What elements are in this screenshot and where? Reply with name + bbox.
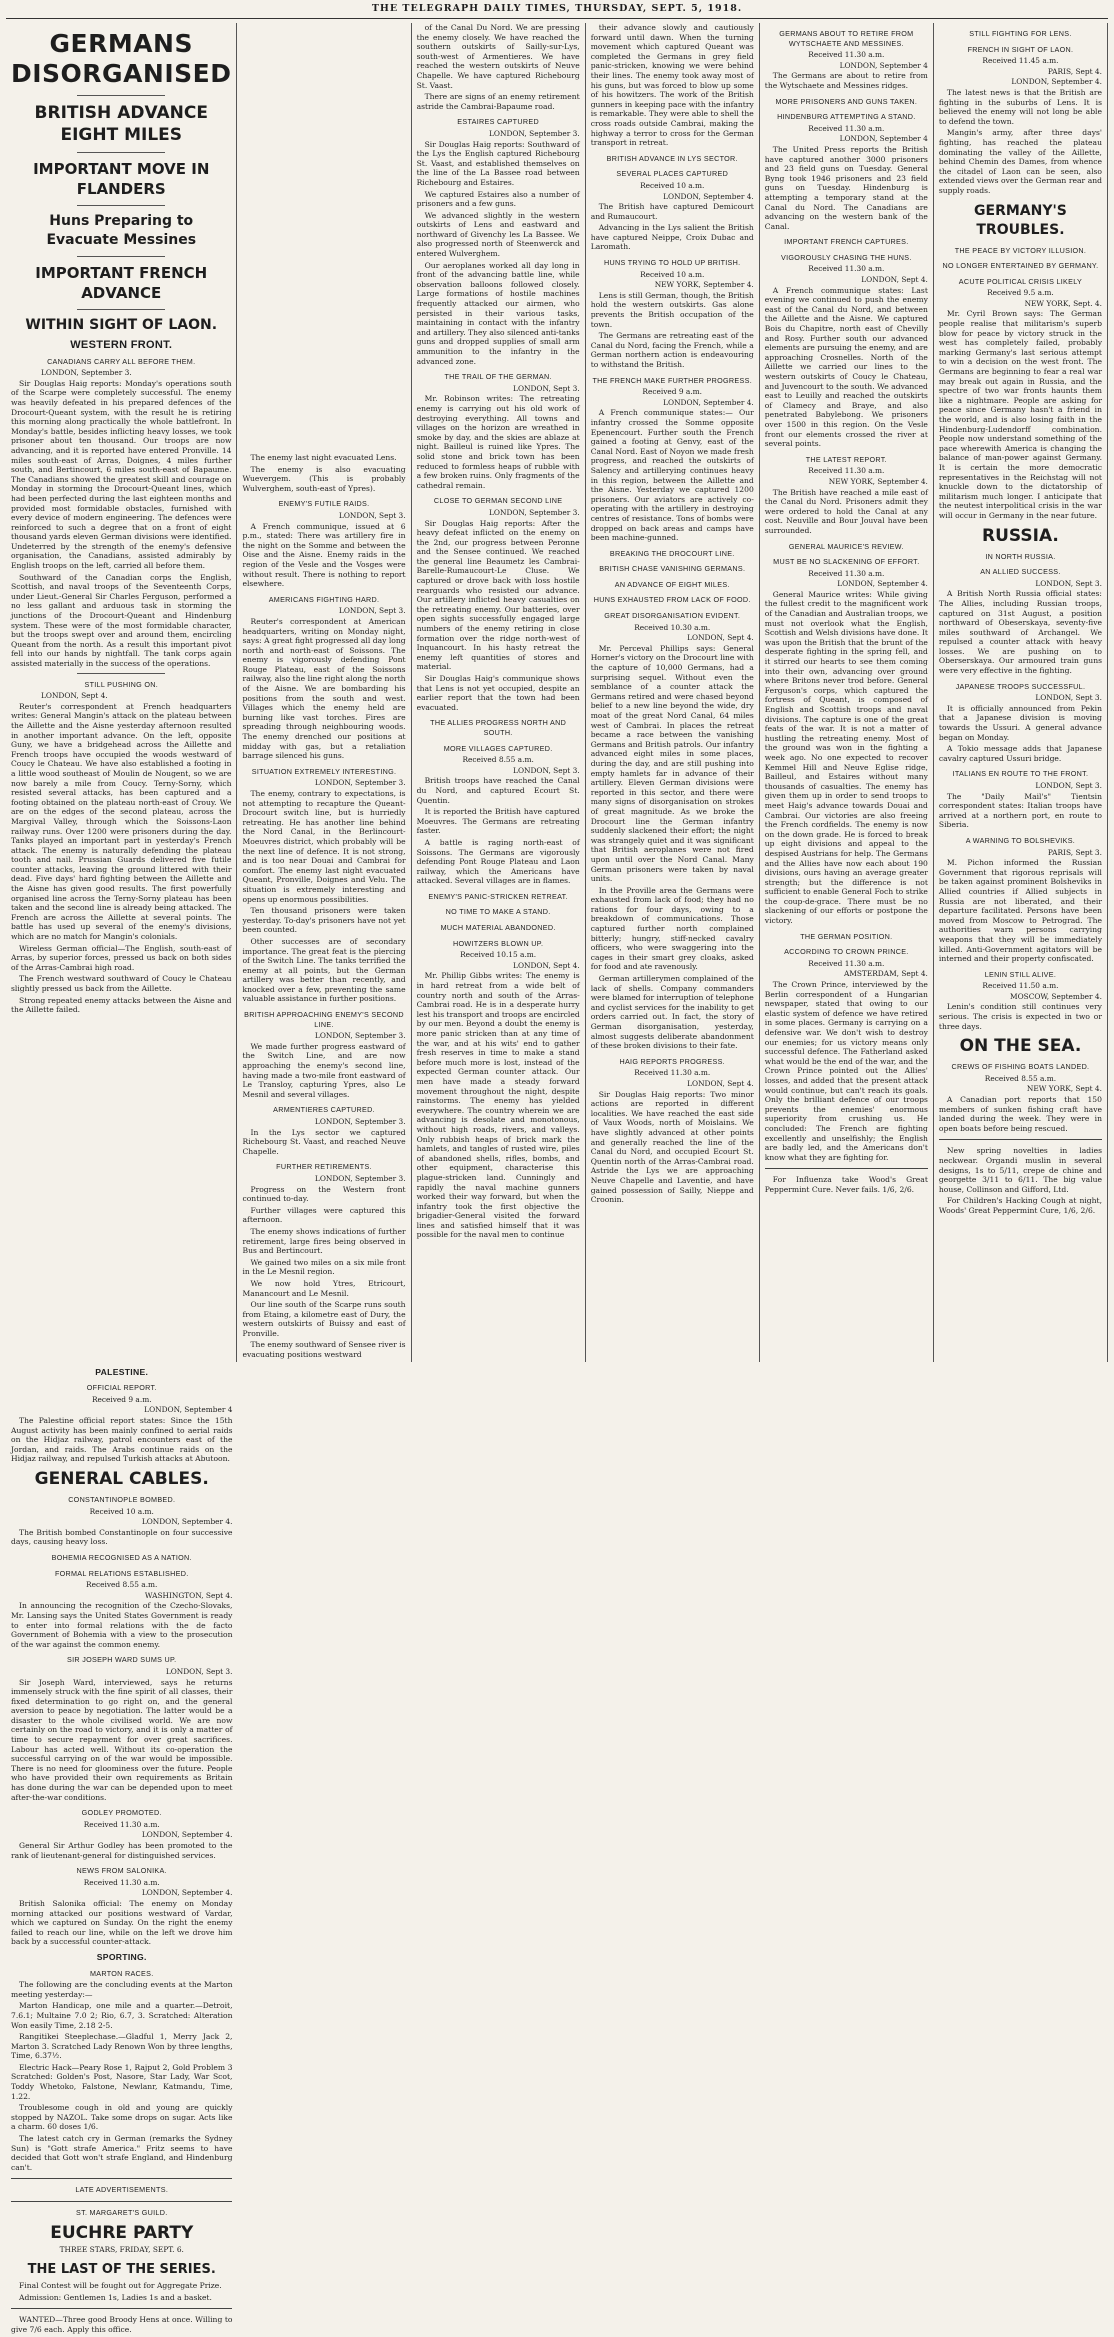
- dateline: Received 10 a.m.: [89, 1506, 154, 1516]
- article-text: It is officially announced from Pekin that a Japanese division is moving towards the Ussuri. A general advance began on Monday.: [938, 703, 1102, 742]
- article-text: of the Canal Du Nord. We are pressing the enemy closely. We have reached the southern outskirts of Sailly-sur-Lys, south-west of Armentieres. We have reached the western outskirts of Neuve Chapelle. We have captured Richebourg St. Vaast.: [416, 23, 580, 90]
- article-text: We advanced slightly in the western outskirts of Lens and eastward and northward of Givenchy les La Bassee. We also progressed north of Steenwerck and entered Wulverghem.: [416, 210, 580, 259]
- article-text: We captured Estaires also a number of prisoners and a few guns.: [416, 189, 580, 209]
- article-headline: ITALIANS EN ROUTE TO THE FRONT.: [952, 769, 1089, 779]
- article-subheadline: CONSTANTINOPLE BOMBED.: [68, 1495, 176, 1504]
- article-text: Wireless German official—The English, south-east of Arras, by superior forces, pressed us back on both sides of the Arras-Cambrai high road.: [11, 943, 232, 972]
- article-text: A battle is raging north-east of Soissons. The Germans are vigorously defending Pont Rouge Plateau and Laon railway, which the Americans have attacked. Several villages are in flames.: [416, 837, 580, 886]
- article-subheadline: MUST BE NO SLACKENING OF EFFORT.: [773, 557, 920, 567]
- dateline: Received 11.30 a.m.: [808, 264, 885, 274]
- dateline: LONDON, September 4.: [663, 191, 754, 201]
- article-subheadline: SEVERAL PLACES CAPTURED: [616, 169, 729, 179]
- article-headline: GERMANS ABOUT TO RETIRE FROM WYTSCHAETE AND MESSINES.: [779, 29, 914, 48]
- article-subheadline: ACUTE POLITICAL CRISIS LIKELY: [958, 276, 1083, 286]
- dateline: Received 11.30 a.m.: [808, 958, 885, 968]
- article-text: Reuter's correspondent at American headquarters, writing on Monday night, says: A great fight progressed all day long north and north-east of Soissons. The enemy is vigorously defending Pont Rouge Plateau, east of the Soissons railway, also the line right along the north of the Aisne. We are bombarding his positions from the south and west. Villages which the enemy held are burning like vast torches. Fires are spreading through neighbouring woods. The enemy drenched our positions at midday with gas, but a retaliation barrage silenced his guns.: [242, 616, 406, 761]
- article-text: The British bombed Constantinople on four successive days, causing heavy loss.: [11, 1527, 233, 1547]
- dateline: LONDON, September 4.: [141, 1517, 233, 1527]
- column-3: [412, 23, 586, 1362]
- separator: [765, 1168, 928, 1169]
- article-text: Electric Hack—Peary Rose 1, Rajput 2, Gold Problem 3 Scratched: Golden's Post, Nasore, Star Lady, War Scot, Toddy Whetoko, Falstone, Newlanr, Katmandu, Time, 1.22.: [11, 2062, 233, 2101]
- article-headline: ESTAIRES CAPTURED: [457, 117, 539, 127]
- article-subheadline: OFFICIAL REPORT.: [86, 1383, 157, 1393]
- dateline: Received 11.30 a.m.: [808, 568, 885, 578]
- article-text: Strong repeated enemy attacks between the Aisne and the Aillette failed.: [11, 995, 232, 1015]
- article-subheadline: NO LONGER ENTERTAINED BY GERMANY.: [942, 261, 1099, 271]
- article-text: The British have captured Demicourt and Rumaucourt.: [590, 202, 754, 221]
- article-headline: STILL FIGHTING FOR LENS.: [969, 29, 1072, 38]
- dateline: AMSTERDAM, Sept 4.: [843, 969, 928, 979]
- article-headline: LENIN STILL ALIVE.: [984, 969, 1057, 979]
- dateline: LONDON, Sept 3.: [1035, 578, 1102, 588]
- dateline: LONDON, Sept 4.: [687, 633, 754, 643]
- article-headline: THE FRENCH MAKE FURTHER PROGRESS.: [592, 375, 752, 385]
- article-headline: RUSSIA.: [982, 525, 1059, 546]
- separator: [77, 256, 165, 257]
- article-text: British troops have reached the Canal du Nord, and captured Ecourt St. Quentin.: [416, 776, 580, 805]
- advertisement-text: Troublesome cough in old and young are quickly stopped by NAZOL. Take some drops on sugar. Acts like a charm. 60 doses 1/6.: [11, 2103, 233, 2132]
- article-headline: GENERAL CABLES.: [34, 1469, 209, 1489]
- article-text: their advance slowly and cautiously forward until dawn. When the turning movement which captured Queant was completed the Germans in grey field panic-stricken, knowing we were behind their lines. The enemy took away most of his guns, but was forced to blow up some of his howitzers. The work of the British gunners in keeping pace with the infantry is remarkable. They were able to shell the cross roads outside Cambrai, making the highway a terror to cross for the German transport in retreat.: [590, 23, 754, 148]
- article-headline: GODLEY PROMOTED.: [81, 1808, 162, 1818]
- separator: [77, 205, 165, 206]
- article-subheadline: GREAT DISORGANISATION EVIDENT.: [604, 611, 741, 621]
- article-headline: NEWS FROM SALONIKA.: [76, 1866, 167, 1876]
- article-headline: ON THE SEA.: [959, 1036, 1082, 1057]
- advertisement-headline: THE LAST OF THE SERIES.: [27, 2262, 216, 2278]
- dateline: LONDON, September 4: [839, 134, 928, 144]
- dateline: Received 9 a.m.: [642, 387, 703, 397]
- article-text: Sir Douglas Haig reports: Monday's operations south of the Scarpe were completely successful. The enemy was heavily defeated in his prepared defences of the Drocourt-Queant system, with the result he is retiring this morning along practically the whole battlefront. In Monday's battle, besides inflicting heavy losses, we took prisoner about ten thousand. Our troops are now advancing, and it is reported have entered Pronville. 14 miles south-east of Arras, Doignes, 4 miles further south, and Bertincourt, 6 miles south-east of Bapaume. The Canadians showed the greatest skill and courage on Monday in storming the Drocourt-Queant lines, which had been perfected during the last eighteen months and provided most formidable obstacles, furnished with every device of modern engineering. The defences were reinforced to such a degree that on a front of eight thousand yards eleven German divisions were identified. Undeterred by the strength of the enemy's defensive organisation, the Canadians, assisted admirably by English troops on the left, carried all before them.: [11, 378, 232, 571]
- article-text: The Germans are about to retire from the Wytschaete and Messines ridges.: [764, 71, 928, 90]
- dateline: NEW YORK, September 4.: [654, 280, 754, 290]
- column-2: [237, 23, 411, 1362]
- article-subheadline: MUCH MATERIAL ABANDONED.: [440, 923, 556, 933]
- dateline: LONDON, September 3.: [41, 368, 132, 378]
- dateline: LONDON, Sept 3.: [338, 606, 406, 616]
- advertisement-text: Final Contest will be fought out for Aggregate Prize.: [19, 2281, 222, 2291]
- article-text: Marton Handicap, one mile and a quarter.—Detroit, 7.6.1; Multaine 7.0 2; Rio, 6.7, 3. Scratched: Alteration Won easily Time, 2.18 2-5.: [11, 2001, 233, 2030]
- article-headline: GERMANY'S TROUBLES.: [974, 202, 1067, 238]
- article-text: Mr. Perceval Phillips says: General Horner's victory on the Drocourt line with the capture of 10,000 Germans, had a surprising sequel. Without even the semblance of a counter attack the Germans retired and were chased beyond belief to a new line beyond the wide, dry moat of the great Nord Canal, 64 miles west of Cambrai. In places the retreat became a race between the vanishing Germans and British patrols. Our infantry advanced eight miles in some places, during the day, and are still pushing into empty hamlets far in advance of their artillery. Eleven German divisions were reported in this sector, and there were many signs of disorganisation on strokes of great magnitude. As we broke the Drocourt line the German infantry suddenly slackened their effort; the night was strangely quiet and it was significant that British aeroplanes were not fired upon until over the Nord Canal. Many German prisoners were taken by naval units.: [590, 643, 754, 884]
- dateline: LONDON, September 3.: [314, 1031, 406, 1041]
- banner-headline-4: Huns Preparing to Evacuate Messines: [46, 213, 197, 248]
- article-text: Reuter's correspondent at French headquarters writes: General Mangin's attack on the plateau between the Aillette and the Aisne yesterday afternoon resulted in another important advance. On the left, opposite Guny, we have a bridgehead across the Aillette and French troops have occupied the woods westward of Coucy le Chateau. We have also established a footing in a little wood southeast of Moulin de Nougent, so we are now barely a mile from Coucy. Terny-Sorny, which resisted several attacks, has been captured and a footing obtained on the plateau north-east of Crouy. We are on the edges of the second plateau, across the Margival Valley, through which the Soissons-Laon railway runs. Over 1200 were prisoners during the day. Tanks played an important part in yesterday's French attack. The enemy is naturally defending the plateau tooth and nail. Prussian Guards delivered five futile counter attacks, leaving the ground littered with their dead. Five days' hard fighting between the Aillette and the Aisne has given good results. The first powerfully organised line across the Terny-Sorny plateau has been taken and the second line is already being attacked. The French are across the Aillette at several points. The battle has used up several of the enemy's divisions, which are no match for Mangin's colonials.: [11, 701, 232, 942]
- article-headline: SPORTING.: [96, 1951, 147, 1962]
- article-text: The latest catch cry in German (remarks the Sydney Sun) is "Gott strafe America." Fritz seems to have decided that Gott won't strafe England, and Hindenburg can't.: [11, 2134, 233, 2172]
- dateline: LONDON, Sept 4.: [513, 960, 580, 970]
- banner-headline-3: IMPORTANT MOVE IN FLANDERS: [33, 160, 210, 198]
- dateline: Received 11.30 a.m.: [808, 123, 885, 133]
- article-text: The British have reached a mile east of the Canal du Nord. Prisoners admit they were ordered to hold the Canal at any cost. Neuville and Bour Jouval have been surrounded.: [764, 487, 928, 535]
- article-subheadline: CREWS OF FISHING BOATS LANDED.: [951, 1062, 1090, 1072]
- article-subheadline: MORE VILLAGES CAPTURED.: [443, 743, 553, 753]
- dateline: LONDON, Sept 3.: [513, 383, 580, 393]
- article-subheadline: FRENCH IN SIGHT OF LAON.: [967, 44, 1074, 54]
- article-text: In the Proville area the Germans were exhausted from lack of food; they had no rations for four days, owing to a breakdown of communications. Those captured further north complained bitterly; hungry, stiff-necked cavalry officers, who were swaggering into the cages in their smart grey cloaks, asked for food and ate ravenously.: [590, 885, 754, 972]
- article-subheadline: THE PEACE BY VICTORY ILLUSION.: [954, 245, 1087, 255]
- dateline: LONDON, September 3.: [314, 778, 406, 788]
- article-text: The enemy southward of Sensee river is evacuating positions westward: [242, 1340, 406, 1360]
- article-text: Mr. Robinson writes: The retreating enemy is carrying out his old work of destroying everything. All towns and villages on the horizon are wreathed in smoke by day, and the skies are ablaze at night. Bailleul is ruined like Ypres. The solid stone and brick town has been reduced to formless heaps of rubble with a few broken ruins. Only fragments of the cathedral remain.: [416, 394, 580, 490]
- article-text: Sir Douglas Haig reports: Two minor actions are reported in different localities. We have reached the east side of Vaux Woods, north of Moislains. We have slightly advanced at other points and generally reached the line of the Canal du Nord, and occupied Ecourt St. Quentin north of the Arras-Cambrai road. Astride the Lys we are approaching Neuve Chapelle and Laventie, and have gained possession of Sailly, Nieppe and Croonin.: [590, 1089, 754, 1205]
- article-text: We now hold Ytres, Etricourt, Manancourt and Le Mesnil.: [242, 1278, 406, 1298]
- article-headline: WESTERN FRONT.: [70, 339, 173, 351]
- article-headline: ENEMY'S PANIC-STRICKEN RETREAT.: [428, 891, 568, 901]
- dateline: Received 11.30 a.m.: [634, 1068, 711, 1078]
- dateline: LONDON, September 3.: [489, 128, 580, 138]
- article-subheadline: BRITISH CHASE VANISHING GERMANS.: [599, 564, 746, 574]
- advertisement-headline: EUCHRE PARTY: [50, 2222, 194, 2243]
- article-text: The "Daily Mail's" Tientsin correspondent states: Italian troops have arrived at a northern port, en route to Siberia.: [938, 791, 1102, 830]
- dateline: Received 11.30 a.m.: [83, 1877, 160, 1887]
- banner-headline-6: WITHIN SIGHT OF LAON.: [25, 317, 218, 333]
- article-text: Sir Douglas Haig's communique shows that Lens is not yet occupied, despite an earlier report that the town had been evacuated.: [416, 674, 580, 712]
- article-text: Mr. Cyril Brown says: The German people realise that militarism's superb blow for peace by victory struck in the west has completely failed, probably marking Germany's last serious attempt to win a decision on the west front. The Germans are beginning to fear a real war may break out again in Russia, and the spectre of two war fronts haunts them like a nightmare. People are asking for peace since Germany hasn't a friend in the world, and is also losing faith in the Hindenburg-Ludendorff combination. People now understand something of the pace wherewith America is changing the balance of man-power against Germany. It is certain the more democratic representatives in the Reichstag will not knuckle down to the dictatorship of militarism much longer. I anticipate that the neutest interpolitical crisis in the war will occur in Germany in the near future.: [938, 309, 1102, 520]
- article-headline: BRITISH APPROACHING ENEMY'S SECOND LINE.: [244, 1010, 404, 1029]
- advertisement-text: Admission: Gentlemen 1s, Ladies 1s and a basket.: [19, 2292, 212, 2302]
- article-subheadline: MARTON RACES.: [89, 1968, 154, 1978]
- article-headline: GENERAL MAURICE'S REVIEW.: [788, 541, 904, 551]
- article-headline: HUNS TRYING TO HOLD UP BRITISH.: [604, 258, 741, 268]
- article-subheadline: AN ADVANCE OF EIGHT MILES.: [614, 579, 730, 589]
- article-headline: HAIG REPORTS PROGRESS.: [619, 1056, 725, 1066]
- article-text: Other successes are of secondary importance. The great feat is the piercing of the Switch Line. The tanks terrified the enemy at all points, but the German artillery was better than recently, and knocked over a few, preventing the same valuable assistance in further positions.: [242, 936, 406, 1004]
- article-subheadline: HINDENBURG ATTEMPTING A STAND.: [777, 112, 916, 122]
- column-7: [6, 1362, 237, 2337]
- article-headline: STILL PUSHING ON.: [84, 679, 158, 689]
- dateline: LONDON, September 3.: [489, 507, 580, 517]
- article-text: Sir Joseph Ward, interviewed, says he returns immensely struck with the fine spirit of all classes, their fixed determination to go right on, and the general aversion to peace by negotiation. The latter would be a disaster to the whole civilised world. We are now certainly on the road to victory, and it is only a matter of time to secure repayment for over great sacrifices. Labour has acted well. Without its co-operation the successful carrying on of the war would be impossible. There is no need for gloominess over the future. People who have provided their own requirements as Britain has done during the war can be depended upon to meet after-the-war conditions.: [11, 1677, 233, 1802]
- separator: [939, 1139, 1102, 1140]
- article-text: Our line south of the Scarpe runs south from Etaing, a kilometre east of Dury, the western outskirts of Buissy and east of Pronville.: [242, 1300, 406, 1338]
- article-text: The enemy last night evacuated Lens.: [250, 453, 397, 462]
- article-subheadline: IN NORTH RUSSIA.: [985, 551, 1056, 561]
- article-text: The United Press reports the British have captured another 3000 prisoners and 23 field guns on Tuesday. General Byng took 1946 prisoners and 23 field guns on Tuesday. Hindenburg is attempting a temporary stand at the Canal du Nord. The Canadians are advancing on the western bank of the Canal.: [764, 144, 928, 231]
- banner-headline-2: BRITISH ADVANCE EIGHT MILES: [34, 103, 208, 145]
- dateline: NEW YORK, Sept. 4.: [1024, 298, 1102, 308]
- article-headline: CLOSE TO GERMAN SECOND LINE: [433, 496, 563, 506]
- article-text: A British North Russia official states: The Allies, including Russian troops, captured on 31st August, a position northward of Obeserskaya, seventy-five miles southward of Archangel. We repulsed a counter attack with heavy losses. We are pushing on to Oberserskaya. Our armoured train guns were very effective in the fighting.: [938, 589, 1102, 676]
- dateline: Received 11.50 a.m.: [982, 981, 1059, 991]
- dateline: Received 9 a.m.: [91, 1394, 152, 1404]
- article-text: In announcing the recognition of the Czecho-Slovaks, Mr. Lansing says the United States Government is ready to enter into formal relations with the de facto Government of Bohemia with a view to the prosecution of the war against the common enemy.: [11, 1601, 233, 1649]
- dateline: Received 8.55 a.m.: [984, 1073, 1057, 1083]
- column-6: [934, 23, 1108, 1362]
- article-text: Sir Douglas Haig reports: After the heavy defeat inflicted on the enemy on the 2nd, our progress between Peronne and the Sensee continued. We reached the general line Beaumetz les Cambrai-Barelle-Rumaucourt-Le Cluse. We captured or drove back with loss hostile rearguards who resisted our advance. Our artillery inflicted heavy casualties on the retreating enemy. Our batteries, over open sights successfully engaged large numbers of the enemy retiring in close formation over the ridge north-west of Inquancourt. In his hasty retreat the enemy left quantities of stores and material.: [416, 518, 580, 672]
- article-text: Advancing in the Lys salient the British have captured Neippe, Croix Dubac and Laromath.: [590, 223, 754, 252]
- separator: [11, 2178, 232, 2179]
- advertisement-text: For Influenza take Wood's Great Peppermint Cure. Never fails. 1/6, 2/6.: [764, 1175, 928, 1194]
- advertisement-text: New spring novelties in ladies neckwear. Organdi muslin in several designs, 1s to 5/11, crepe de chine and georgette 3/11 to 6/11. The big value house, Collinson and Gifford, Ltd.: [938, 1146, 1102, 1194]
- article-text: Ten thousand prisoners were taken yesterday. To-day's prisoners have not yet been counted.: [242, 906, 406, 935]
- article-text: The Germans are retreating east of the Canal du Nord, facing the French, while a German northern action is endeavouring to withstand the British.: [590, 331, 754, 369]
- article-subheadline: FORMAL RELATIONS ESTABLISHED.: [54, 1568, 189, 1578]
- article-text: In the Lys sector we captured Richebourg St. Vaast, and reached Neuve Chapelle.: [242, 1127, 406, 1156]
- dateline: NEW YORK, September 4.: [828, 476, 928, 486]
- banner-spill-space: [242, 23, 405, 453]
- separator: [77, 673, 165, 674]
- dateline: LONDON, Sept 3.: [1035, 781, 1102, 790]
- article-subheadline: ACCORDING TO CROWN PRINCE.: [784, 947, 909, 957]
- article-text: Further villages were captured this afternoon.: [242, 1205, 406, 1225]
- article-subheadline: VIGOROUSLY CHASING THE HUNS.: [781, 252, 912, 262]
- column-1: [6, 23, 237, 1362]
- dateline: MOSCOW, September 4.: [1010, 991, 1102, 1001]
- separator: [77, 152, 165, 153]
- article-headline: SIR JOSEPH WARD SUMS UP.: [67, 1655, 177, 1665]
- dateline: Received 8.55 a.m.: [462, 755, 534, 765]
- dateline: Received 11.30 a.m.: [83, 1819, 160, 1829]
- advertisement-headline: ST. MARGARET'S GUILD.: [75, 2208, 168, 2217]
- article-text: We gained two miles on a six mile front in the Le Mesnil region.: [242, 1257, 406, 1277]
- advertisement-text: THREE STARS, FRIDAY, SEPT. 6.: [59, 2244, 184, 2254]
- article-headline: THE GERMAN POSITION.: [800, 931, 893, 941]
- dateline: LONDON, September 4: [839, 60, 928, 70]
- dateline: LONDON, September 4.: [141, 1830, 233, 1840]
- dateline: Received 11.30 a.m.: [808, 466, 885, 476]
- article-headline: ENEMY'S FUTILE RAIDS.: [278, 499, 370, 509]
- article-text: The enemy is also evacuating Wuevergem. (This is probably Wulverghem, south-east of Ypres).: [242, 464, 406, 493]
- article-text: We made further progress eastward of the Switch Line, and are now approaching the enemy's second line, having made a two-mile front eastward of Le Transloy, capturing Ypres, also Le Mesnil and several villages.: [242, 1041, 406, 1099]
- dateline: Received 8.55 a.m.: [86, 1580, 158, 1590]
- article-subheadline: HOWITZERS BLOWN UP.: [453, 938, 544, 948]
- article-text: General Sir Arthur Godley has been promoted to the rank of lieutenant-general for distinguished services.: [11, 1841, 233, 1860]
- separator: [11, 2308, 232, 2309]
- dateline: Received 10 a.m.: [640, 269, 705, 279]
- dateline: Received 11.30 a.m.: [808, 50, 885, 60]
- separator: [77, 309, 165, 310]
- separator: [77, 95, 165, 96]
- article-headline: ARMENTIERES CAPTURED.: [273, 1105, 375, 1115]
- article-text: Southward of the Canadian corps the English, Scottish, and naval troops of the Seventeenth Corps, under Lieut.-General Sir Charles Ferguson, performed a no less gallant and arduous task in storming the junctions of the Drocourt-Queant and Hindenburg system. These were of the most formidable character, but the troops swept over and around them, encircling Queant from the north. As a result this important pivot fell into our hands by nightfall. The tank corps again assisted materially in the success of the operations.: [11, 572, 232, 668]
- dateline: LONDON, Sept 3.: [513, 765, 580, 775]
- article-headline: A WARNING TO BOLSHEVIKS.: [965, 835, 1076, 845]
- dateline: LONDON, Sept 3.: [338, 510, 406, 520]
- dateline: LONDON, Sept 4.: [687, 1078, 754, 1088]
- column-5: [760, 23, 934, 1362]
- article-headline: THE TRAIL OF THE GERMAN.: [444, 372, 552, 382]
- article-headline: PALESTINE.: [95, 1366, 149, 1377]
- separator: [11, 2201, 232, 2202]
- columns: [6, 23, 1108, 2334]
- advertisement-text: WANTED—Three good Broody Hens at once. Willing to give 7/6 each. Apply this office.: [11, 2315, 233, 2334]
- dateline: WASHINGTON, Sept 4.: [144, 1590, 233, 1600]
- banner-headline-1: GERMANS DISORGANISED: [11, 29, 232, 88]
- dateline: LONDON, September 4.: [141, 1888, 233, 1898]
- dateline: Received 11.45 a.m.: [982, 56, 1059, 66]
- article-headline: BREAKING THE DROCOURT LINE.: [609, 548, 735, 558]
- dateline: LONDON, September 3.: [314, 1173, 406, 1183]
- article-text: A French communique, issued at 6 p.m., stated: There was artillery fire in the night on the Somme and between the Oise and the Aisne. Enemy raids in the region of the Vesle and the Vosges were without result. There is nothing to report elsewhere.: [242, 521, 406, 589]
- dateline: LONDON, September 4.: [663, 397, 754, 407]
- article-headline: AMERICANS FIGHTING HARD.: [268, 594, 380, 604]
- dateline: LONDON, Sept 4.: [861, 275, 928, 285]
- article-headline: JAPANESE TROOPS SUCCESSFUL.: [955, 681, 1086, 691]
- article-text: German artillerymen complained of the lack of shells. Company commanders were blamed for interruption of telephone and cyclist services for the inability to get orders carried out. In fact, the story of German disorganisation, yesterday, almost suggests deliberate abandonment of these broken divisions to their fate.: [590, 974, 754, 1051]
- dateline: LONDON, Sept 3.: [165, 1666, 233, 1676]
- article-text: A French communique states:— Our infantry crossed the Somme opposite Epenencourt. Further south the French gained a footing at Genvy, east of the Canal Nord. East of Noyon we made fresh progress, and reached the outskirts of Salency and artillerying continues heavy in this region, between the Aillette and the Aisne. Yesterday we captured 1200 prisoners. Our aviators are actively co-operating with the artillery in destroying centres of resistance. Tons of bombs were dropped on back areas and camps have been machine-gunned.: [590, 408, 754, 543]
- article-subheadline: AN ALLIED SUCCESS.: [980, 567, 1061, 577]
- article-text: Lenin's condition still continues very serious. The crisis is expected in two or three days.: [938, 1002, 1102, 1031]
- column-4: [586, 23, 760, 1362]
- dateline: Received 10 a.m.: [640, 180, 705, 190]
- article-subheadline: CANADIANS CARRY ALL BEFORE THEM.: [47, 356, 196, 366]
- article-text: There are signs of an enemy retirement astride the Cambrai-Bapaume road.: [416, 92, 580, 111]
- article-text: The latest news is that the British are fighting in the suburbs of Lens. It is believed the enemy will not long be able to defend the town.: [938, 87, 1102, 126]
- dateline: LONDON, Sept 4.: [41, 691, 108, 701]
- article-text: Our aeroplanes worked all day long in front of the advancing battle line, while observation balloons followed closely. Large formations of hostile machines frequently attacked our airmen, who persisted in their various tasks, maintaining in contact with the infantry and artillery. They also silenced anti-tanks guns and dropped supplies of small arm ammunition to the infantry in the advanced zone.: [416, 260, 580, 366]
- advertisement-text: For Children's Hacking Cough at night, Woods' Great Peppermint Cure, 1/6, 2/6.: [938, 1196, 1102, 1215]
- dateline: Received 10.15 a.m.: [460, 950, 537, 960]
- article-text: Progress on the Western front continued to-day.: [242, 1184, 406, 1204]
- article-text: British Salonika official: The enemy on Monday morning attacked our positions westward of Vardar, which we captured on Sunday. On the right the enemy failed to reach our line, while on the left we drove him back by a successful counter-attack.: [11, 1898, 233, 1947]
- article-text: The following are the concluding events at the Marton meeting yesterday:—: [11, 1980, 233, 1999]
- article-text: M. Pichon informed the Russian Government that rigorous reprisals will be taken against prominent Bolsheviks in Allied countries if Allied subjects in Russia are not liberated, and their departure facilitated. Persons have been moved from Moscow to Petrograd. The authorities warn persons carrying weapons that they will be immediately killed. Anti-Government agitators will be interned and their property confiscated.: [938, 858, 1102, 964]
- dateline: PARIS, Sept 4.: [1047, 66, 1102, 76]
- article-headline: BOHEMIA RECOGNISED AS A NATION.: [51, 1552, 192, 1562]
- article-subheadline: HUNS EXHAUSTED FROM LACK OF FOOD.: [593, 595, 751, 605]
- dateline: PARIS, Sept 3.: [1047, 847, 1102, 857]
- article-text: The Palestine official report states: Since the 15th August activity has been mainly confined to aerial raids on the Hidjaz railway, patrol encounters east of the Jordan, and raids. The Arabs continue raids on the Hidjaz railway, and repulsed Turkish attacks at Abutoon.: [11, 1416, 233, 1464]
- article-text: A Canadian port reports that 150 members of sunken fishing craft have landed during the week. They were in open boats before being rescued.: [938, 1095, 1102, 1133]
- article-text: Rangitikei Steeplechase.—Gladful 1, Merry Jack 2, Marton 3. Scratched Lady Renown Won by three lengths, Time, 6.37½.: [11, 2032, 233, 2061]
- section-headline: LATE ADVERTISEMENTS.: [75, 2185, 169, 2195]
- article-text: The enemy, contrary to expectations, is not attempting to recapture the Queant-Drocourt switch line, but is hurriedly retreating. He has another line behind the Nord Canal, in the Berlincourt-Moeuvres district, which probably will be the next line of defence. It is not strong, and is too near Douai and Cambrai for comfort. The enemy last night evacuated Queant, Pronville, Doignes and Velu. The situation is extremely interesting and opens up enormous possibilities.: [242, 789, 406, 904]
- article-headline: THE ALLIES PROGRESS NORTH AND SOUTH.: [430, 718, 567, 737]
- article-subheadline: NO TIME TO MAKE A STAND.: [445, 907, 551, 917]
- article-text: The Crown Prince, interviewed by the Berlin correspondent of a Hungarian newspaper, stated that owing to our elastic system of defence we have retired in some places. Germany is carrying on a defensive war. We don't wish to destroy our enemies; for us victory means only successful defence. The Fatherland asked what would be the end of the war, and the Crown Prince pointed out the Allies' losses, and added that the present attack would continue, but can't reach its goals. Only the brilliant defence of our troops prevents the enemies' enormous superiority from crushing us. He concluded: The French are fighting excellently and unselfishly; the English are badly led, and the Americans don't know what they are fighting for.: [764, 980, 928, 1162]
- dateline: LONDON, September 3.: [314, 1117, 406, 1126]
- dateline: LONDON, September 4.: [1011, 77, 1102, 87]
- banner-headline-5: IMPORTANT FRENCH ADVANCE: [35, 264, 208, 302]
- article-text: The French westward southward of Coucy le Chateau slightly pressed us back from the Aillette.: [11, 974, 232, 993]
- article-text: General Maurice writes: While giving the fullest credit to the magnificent work of the Canadian and Australian troops, we must not overlook what the English, Scottish and Welsh divisions have done. It was upon the British that the brunt of the desperate fighting in the spring fell, and it stirred our hearts to see them coming into their own, advancing over ground where Britons never trod before. General Ferguson's corps, which captured the fortress of Queant, is composed of English and Scottish troops and naval divisions. The capture is one of the great feats of the war. It is not a matter of hustling the retreating enemy. Most of the ground was won in the fighting a week ago. No one expected to recover Kemmel Hill and Neuve Eglise ridge, Bailleul, and Estaires without many thousands of casualties. The enemy has given them up in order to send troops to meet Haig's advance towards Douai and Cambrai. Our victories are also freeing the French cordfields. The enemy is now on the down grade. He is forced to break up eight divisions and appeal to the despised Austrians for help. The Germans and the Allies have now each about 190 divisions, ours having an average greater strength; but the difference is not sufficient to enable General Foch to strike the coup-de-grace. There must be no slackening of our efforts or postpone the victory.: [764, 589, 928, 926]
- article-text: Sir Douglas Haig reports: Southward of the Lys the English captured Richebourg St. Vaast, and established themselves on the line of the La Bassee road between Richebourg and Estaires.: [416, 139, 580, 187]
- article-headline: SITUATION EXTREMELY INTERESTING.: [251, 766, 397, 776]
- article-text: Lens is still German, though, the British hold the western outskirts. Gas alone prevents the British occupation of the town.: [590, 290, 754, 329]
- article-text: A French communique states: Last evening we continued to push the enemy east of the Canal du Nord, and between the Aillette and the Aisne. We captured Bois du Chapitre, north east of Chevilly and Rosy. Further south our advanced elements are pursuing the enemy, and are approaching Crosnelles. North of the Aillette we carried our lines to the western outskirts of Coucy le Chateau, and Juvencourt to the south. We advanced east to Leuilly and reached the outskirts of Clamecy and Braye, and also penetrated Babylebong. We prisoners over 1500 in this region. On the Vesle front our elements crossed the river at several points.: [764, 285, 928, 449]
- article-text: Mangin's army, after three days' fighting, has reached the plateau dominating the valley of the Aillette, behind Chemin des Dames, from whence the citadel of Laon can be seen, also extended views over the German rear and supply roads.: [938, 128, 1102, 195]
- dateline: NEW YORK, Sept 4.: [1026, 1084, 1102, 1094]
- article-text: Mr. Phillip Gibbs writes: The enemy is in hard retreat from a wide belt of country north and south of the Arras-Cambrai road. He is in a desperate hurry lest his transport and troops are encircled by our men. Beyond a doubt the enemy is more panic stricken than at any time of the war, and at his wits' end to gather fresh reserves in time to make a stand before much more is lost, instead of the expected German counter attack. Our men have made a steady forward movement throughout the night, despite rainstorms. The enemy has yielded everywhere. The country wherein we are advancing is desolate and monotonous, without high roads, rivers, and valleys. Only rubbish heaps of brick mark the hamlets, and tangles of rusted wire, piles of abandoned shells, rifles, bombs, and other equipment, characterise this plague-stricken land. Cunningly and rapidly the naval machine gunners worked their way forward, but when the infantry took the first objective the brigadier-General visited the forward lines and satisfied himself that it was possible for the naval men to continue: [416, 971, 580, 1240]
- article-headline: BRITISH ADVANCE IN LYS SECTOR.: [606, 153, 738, 163]
- dateline: LONDON, September 4.: [837, 579, 928, 589]
- article-text: The enemy shows indications of further retirement, large fires being observed in Bus and Bertincourt.: [242, 1226, 406, 1256]
- article-headline: MORE PRISONERS AND GUNS TAKEN.: [775, 96, 918, 106]
- dateline: LONDON, Sept 3.: [1035, 693, 1102, 703]
- article-text: A Tokio message adds that Japanese cavalry captured Ussuri bridge.: [938, 744, 1102, 763]
- article-text: It is reported the British have captured Moeuvres. The Germans are retreating faster.: [416, 807, 580, 836]
- article-headline: THE LATEST REPORT.: [805, 454, 887, 464]
- article-headline: FURTHER RETIREMENTS.: [276, 1162, 372, 1172]
- masthead: THE TELEGRAPH DAILY TIMES, THURSDAY, SEPT. 5, 1918.: [6, 0, 1108, 19]
- dateline: LONDON, September 4: [144, 1405, 233, 1415]
- dateline: Received 9.5 a.m.: [987, 288, 1054, 298]
- article-headline: IMPORTANT FRENCH CAPTURES.: [784, 237, 909, 247]
- dateline: Received 10.30 a.m.: [634, 622, 711, 632]
